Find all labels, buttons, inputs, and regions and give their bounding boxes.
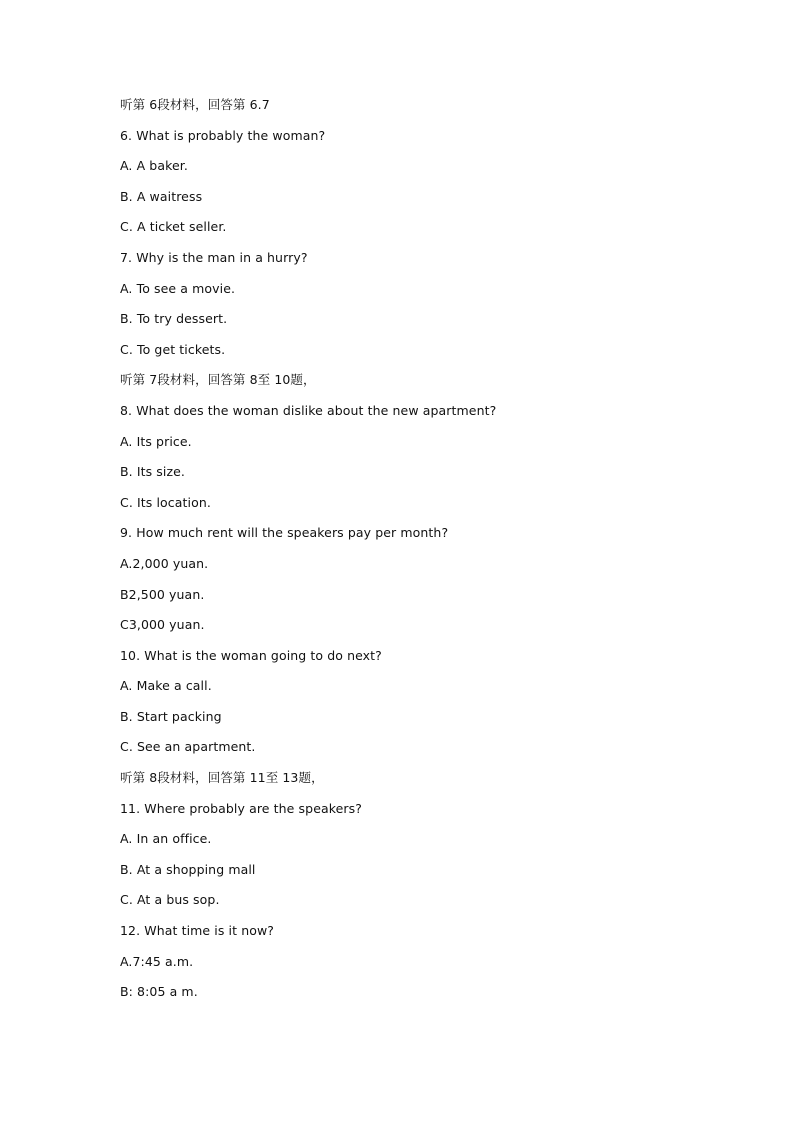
document-content (120, 96, 720, 1014)
q12-option-b: B: 8:05 a m. (120, 984, 198, 1000)
question-10: 10. What is the woman going to do next? (120, 647, 382, 663)
question-7: 7. Why is the man in a hurry? (120, 249, 308, 265)
q10-option-b: B. Start packing (120, 708, 222, 724)
section-heading: 听第 6段材料，回答第 6.7 (120, 97, 270, 112)
q11-option-c: C. At a bus sop. (120, 892, 220, 908)
q10-option-a: A. Make a call. (120, 678, 212, 694)
q6-option-a: A. A baker. (120, 158, 188, 174)
q7-option-c: C. To get tickets. (120, 341, 226, 357)
q7-option-a: A. To see a movie. (120, 280, 236, 296)
q9-option-a: A.2,000 yuan. (120, 555, 209, 571)
q8-option-a: A. Its price. (120, 433, 192, 449)
section-heading: 听第 7段材料，回答第 8至 10题， (120, 372, 316, 388)
q6-option-c: C. A ticket seller. (120, 219, 227, 235)
q8-option-c: C. Its location. (120, 494, 211, 510)
question-9: 9. How much rent will the speakers pay per month? (120, 525, 449, 541)
q11-option-b: B. At a shopping mall (120, 861, 256, 877)
q11-option-a: A. In an office. (120, 831, 212, 847)
q9-option-b: B2,500 yuan. (120, 586, 205, 602)
section-heading: 听第 8段材料，回答第 11至 13题， (120, 770, 324, 786)
q7-option-b: B. To try dessert. (120, 311, 228, 327)
question-12: 12. What time is it now? (120, 923, 275, 939)
question-11: 11. Where probably are the speakers? (120, 800, 363, 816)
q8-option-b: B. Its size. (120, 464, 186, 480)
q6-option-b: B. A waitress (120, 188, 203, 204)
q10-option-c: C. See an apartment. (120, 739, 256, 755)
question-8: 8. What does the woman dislike about the new apartment? (120, 402, 497, 418)
question-6: 6. What is probably the woman? (120, 127, 326, 143)
q9-option-c: C3,000 yuan. (120, 617, 205, 633)
q12-option-a: A.7:45 a.m. (120, 953, 194, 969)
